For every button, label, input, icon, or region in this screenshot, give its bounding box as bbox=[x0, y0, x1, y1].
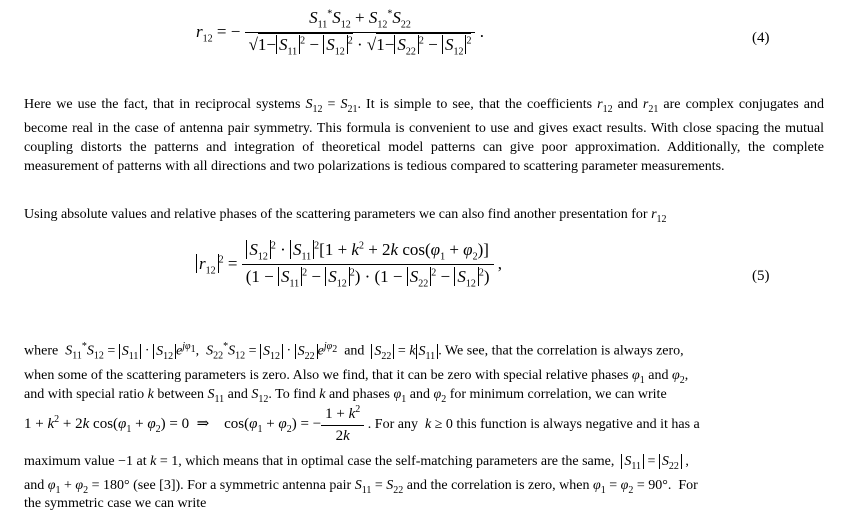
text-line-6: and $\varphi_1 + \varphi_2 = 180^\circ$ (see [3]). For a symmetric antenna pair $S_{11} = S_{22}$ and the correlation is zero, when $\varphi_1 = \varphi_2 = 90^\circ$. For bbox=[24, 478, 698, 496]
text-line-7: the symmetric case we can write bbox=[24, 496, 207, 511]
text-line-3: and with special ratio k between $S_{11}$ and $S_{12}$. To find k and phases $\varphi_1$ and $\varphi_2$ for minimum correlation, we can write bbox=[24, 387, 667, 405]
where-line: where $S_{11}^*S_{12} = S_{11} \cdot S_{12}$ $e^{j\varphi_1}$, $S_{22}^*S_{12} = S_{12} \cdot S_{22}$ $e^{j\varphi_2}$ and $S_{22} = k$ $S_{11}$ . We see, that the correlation is always zero, bbox=[24, 341, 684, 362]
eq4-number: (4) bbox=[752, 30, 770, 46]
eq5-number: (5) bbox=[752, 268, 770, 284]
line4-fraction: $\frac{1 + k^2}{2k}$ bbox=[321, 404, 364, 445]
eq4-lhs: $r_{12}$ bbox=[196, 21, 213, 45]
eq5-numerator: $S_{12}^2 \cdot S_{11}^2[1 + k^2 + 2k$ $\cos(\varphi_1 + \varphi_2)$] bbox=[242, 240, 494, 264]
eq5-lhs: $r_{12}^2$ = bbox=[196, 254, 237, 273]
eq4-tail: . bbox=[479, 21, 484, 41]
text-line-5: maximum value −1 at k = 1, which means that in optimal case the self-matching parameters are the same, $S_{11} = S_{22}$ , bbox=[24, 454, 689, 472]
equation-4 bbox=[196, 8, 484, 58]
paragraph-2: Using absolute values and relative phases of the scattering parameters we can also find another presentation for $r_{12}$ bbox=[24, 207, 667, 225]
eq5-fraction bbox=[242, 240, 494, 290]
eq5-tail: , bbox=[497, 253, 503, 273]
text-line-2: when some of the scattering parameters is zero. Also we find, that it can be zero with special relative phases $\varphi_1$ and $\varphi_2$, bbox=[24, 368, 689, 386]
paragraph-1: Here we use the fact, that in reciprocal systems $S_{12} = S_{21}$. It is simple to see, that the coefficients $r_{12}$ and $r_{21}$ are complex conjugates and become real in the case of antenna pair symmetry. This formula is convenient to use and gives exact results. With close spacing the mutual coupling distorts the patterns and integration of theoretical model patterns can give poor approximation. Additionally, the complete measurement of patterns with all directions and two polarizations is tedious compared to scattering parameter measurements. bbox=[24, 97, 824, 174]
eq4-equals: = − bbox=[216, 21, 241, 41]
eq4-fraction bbox=[245, 8, 476, 58]
equation-5 bbox=[196, 240, 502, 290]
text-line-4: $1 + k^2 + 2k$ $\cos(\varphi_1 + \varphi_2) = 0$ ⇒ $\cos(\varphi_1 + \varphi_2)$ = − $\frac{1 + k^2}{2k}$ . For any k ≥ 0 this function is always negative and it has a bbox=[24, 404, 700, 444]
eq5-denominator: $(1 - S_{11}^2 - S_{12}^2) \cdot (1 - S_{22}^2 - S_{12}^2)$ bbox=[242, 264, 494, 289]
eq4-denominator: $√1- S_{11}^2 - S_{12}^2 \cdot √1- S_{22}^2 - S_{12}^2$ bbox=[245, 32, 476, 57]
eq4-numerator: $S_{11}^*S_{12} + S_{12}^*S_{22}$ bbox=[309, 8, 411, 31]
